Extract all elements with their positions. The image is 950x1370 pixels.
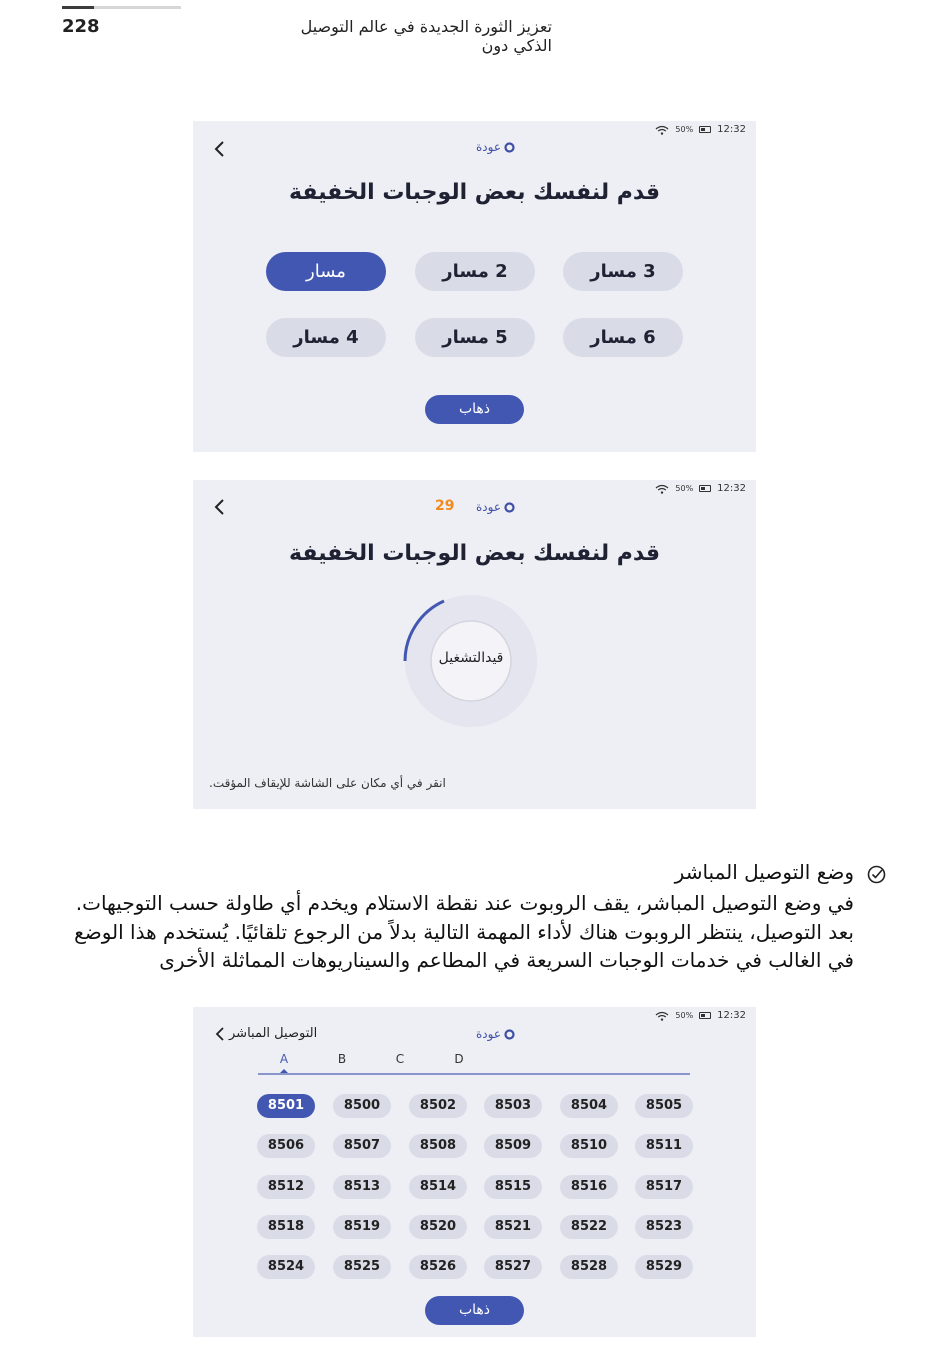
- table-8505[interactable]: 8505: [635, 1094, 693, 1118]
- battery-icon: [699, 1012, 711, 1019]
- route-button-3[interactable]: 3 مسار: [563, 252, 683, 291]
- brand-logo: [476, 500, 515, 514]
- table-8507[interactable]: 8507: [333, 1134, 391, 1158]
- brand-mark-icon: [504, 142, 515, 153]
- table-8525[interactable]: 8525: [333, 1255, 391, 1279]
- wifi-icon: [655, 1011, 669, 1021]
- table-8518[interactable]: 8518: [257, 1215, 315, 1239]
- running-status-label: قيدالتشغيل: [438, 650, 504, 666]
- tab-underline: [258, 1073, 690, 1075]
- tab-b[interactable]: B: [337, 1052, 347, 1066]
- check-circle-icon: [866, 864, 887, 885]
- table-8506[interactable]: 8506: [257, 1134, 315, 1158]
- route-button-2[interactable]: 2 مسار: [415, 252, 535, 291]
- route-select-screen: [193, 121, 756, 452]
- clock: 12:32: [717, 124, 746, 135]
- table-8508[interactable]: 8508: [409, 1134, 467, 1158]
- route-button-6[interactable]: 6 مسار: [563, 318, 683, 357]
- brand-mark-icon: [504, 1029, 515, 1040]
- brand-name: عودة: [476, 140, 501, 154]
- battery-icon: [699, 126, 711, 133]
- top-rule: [62, 6, 181, 9]
- table-8519[interactable]: 8519: [333, 1215, 391, 1239]
- table-8520[interactable]: 8520: [409, 1215, 467, 1239]
- brand-mark-icon: [504, 502, 515, 513]
- running-title: تعزيز الثورة الجديدة في عالم التوصيل الذكي دون: [300, 17, 552, 55]
- table-8515[interactable]: 8515: [484, 1175, 542, 1199]
- table-8523[interactable]: 8523: [635, 1215, 693, 1239]
- table-8511[interactable]: 8511: [635, 1134, 693, 1158]
- go-button[interactable]: ذهاب: [425, 1296, 524, 1325]
- table-8503[interactable]: 8503: [484, 1094, 542, 1118]
- table-8526[interactable]: 8526: [409, 1255, 467, 1279]
- table-8522[interactable]: 8522: [560, 1215, 618, 1239]
- route-button-4[interactable]: 4 مسار: [266, 318, 386, 357]
- table-8501[interactable]: 8501: [257, 1094, 315, 1118]
- status-bar: [655, 1010, 746, 1021]
- tab-a[interactable]: A: [279, 1052, 289, 1066]
- wifi-icon: [655, 125, 669, 135]
- back-button[interactable]: [215, 1026, 317, 1041]
- table-8517[interactable]: 8517: [635, 1175, 693, 1199]
- brand-logo: [476, 140, 515, 154]
- route-button-1[interactable]: مسار: [266, 252, 386, 291]
- go-button[interactable]: ذهاب: [425, 395, 524, 424]
- status-bar: [655, 124, 746, 135]
- battery-percent: 50%: [675, 1011, 694, 1020]
- countdown-timer: 29: [435, 498, 455, 514]
- wifi-icon: [655, 484, 669, 494]
- active-tab-marker: [280, 1069, 288, 1073]
- screen-title: قدم لنفسك بعض الوجبات الخفيفة: [289, 541, 660, 566]
- screen-title: قدم لنفسك بعض الوجبات الخفيفة: [289, 180, 660, 205]
- table-8516[interactable]: 8516: [560, 1175, 618, 1199]
- brand-name: عودة: [476, 1027, 501, 1041]
- table-8527[interactable]: 8527: [484, 1255, 542, 1279]
- table-8512[interactable]: 8512: [257, 1175, 315, 1199]
- pause-hint: انقر في أي مكان على الشاشة للإيقاف المؤقت.: [209, 776, 446, 790]
- table-8500[interactable]: 8500: [333, 1094, 391, 1118]
- running-screen[interactable]: [193, 480, 756, 809]
- table-8514[interactable]: 8514: [409, 1175, 467, 1199]
- battery-icon: [699, 485, 711, 492]
- back-chevron-icon[interactable]: [213, 498, 227, 516]
- section-title: وضع التوصيل المباشر: [674, 860, 854, 884]
- route-button-5[interactable]: 5 مسار: [415, 318, 535, 357]
- direct-delivery-screen: [193, 1007, 756, 1337]
- battery-percent: 50%: [675, 125, 694, 134]
- page-number: 228: [62, 16, 100, 37]
- table-8513[interactable]: 8513: [333, 1175, 391, 1199]
- tab-d[interactable]: D: [454, 1052, 464, 1066]
- clock: 12:32: [717, 1010, 746, 1021]
- back-label: التوصيل المباشر: [229, 1026, 318, 1041]
- back-chevron-icon: [215, 1027, 225, 1041]
- table-8504[interactable]: 8504: [560, 1094, 618, 1118]
- top-rule-accent: [62, 6, 94, 9]
- status-bar: [655, 483, 746, 494]
- brand-logo: [476, 1027, 515, 1041]
- table-8524[interactable]: 8524: [257, 1255, 315, 1279]
- back-chevron-icon[interactable]: [213, 140, 227, 158]
- brand-name: عودة: [476, 500, 501, 514]
- table-8502[interactable]: 8502: [409, 1094, 467, 1118]
- battery-percent: 50%: [675, 484, 694, 493]
- table-8510[interactable]: 8510: [560, 1134, 618, 1158]
- clock: 12:32: [717, 483, 746, 494]
- table-8528[interactable]: 8528: [560, 1255, 618, 1279]
- table-8529[interactable]: 8529: [635, 1255, 693, 1279]
- section-body: في وضع التوصيل المباشر، يقف الروبوت عند نقطة الاستلام ويخدم أي طاولة حسب التوجيهات. بعد التوصيل، ينتظر الروبوت هناك لأداء المهمة التالية بدلاً من الرجوع تلقائيًا. يُستخدم هذا الوضع في الغالب في خدمات الوجبات السريعة في المطاعم والسيناريوهات المماثلة الأخرى: [74, 891, 854, 972]
- tab-c[interactable]: C: [395, 1052, 405, 1066]
- table-8521[interactable]: 8521: [484, 1215, 542, 1239]
- table-8509[interactable]: 8509: [484, 1134, 542, 1158]
